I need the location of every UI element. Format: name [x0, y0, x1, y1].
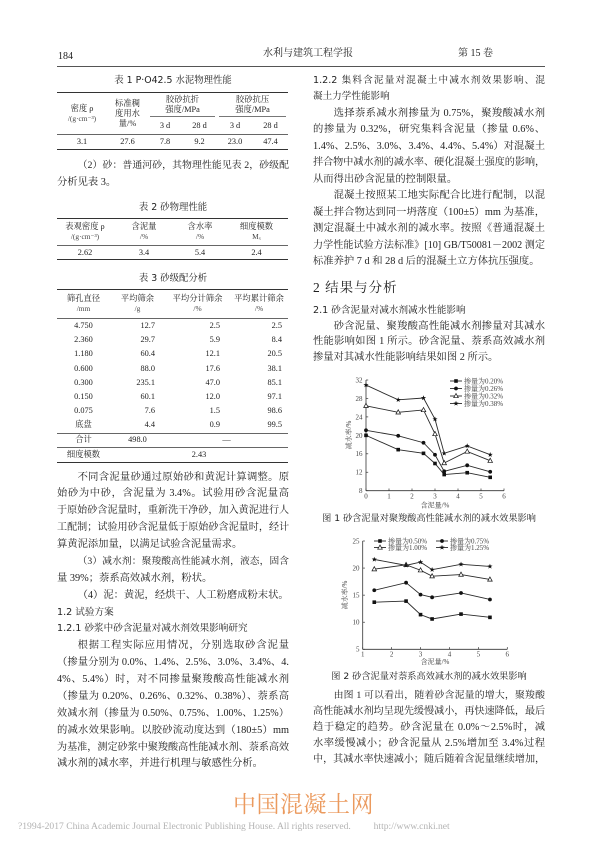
- y-tick-label: 10: [352, 618, 360, 627]
- header-label: 平均筛余: [120, 294, 155, 303]
- data-point: [459, 591, 463, 595]
- header-density: [57, 93, 107, 135]
- data-point: [442, 451, 447, 456]
- data-point: [372, 557, 377, 562]
- legend-marker: [454, 379, 458, 383]
- legend-label: 掺量为0.20%: [464, 377, 504, 386]
- data-point: [430, 567, 435, 572]
- text-line: 的掺量为 0.32%，研究集料含泥量（掺量 0.6%、: [313, 124, 545, 136]
- data-point: [458, 562, 463, 567]
- table-row: [57, 376, 288, 390]
- total-row: [57, 433, 288, 447]
- data-point: [488, 470, 492, 474]
- legend-label: 掺量为0.75%: [450, 537, 490, 546]
- y-tick-label: 24: [355, 413, 363, 422]
- text-line: 算黄泥添加量，以满足试验含泥量需求。: [57, 539, 243, 551]
- table-row: [57, 362, 288, 376]
- text-line: 于原始砂含泥量时，重新洗干净砂，加入黄泥进行人: [57, 505, 290, 517]
- data-point: [364, 428, 368, 432]
- x-tick-label: 3: [433, 492, 437, 501]
- table-cell: 4.750: [57, 319, 110, 334]
- x-tick-label: 2: [410, 492, 414, 501]
- table-1-caption: 表 1 P·O42.5 水泥物理性能: [114, 74, 232, 86]
- table-2-caption: 表 2 砂物理性能: [138, 201, 208, 213]
- legend-label: 掺量为0.38%: [464, 399, 504, 408]
- text-line: 趋于稳定的趋势。砂含泥量在 0.0%～2.5%时，减: [313, 722, 545, 733]
- x-tick-label: 6: [502, 492, 506, 501]
- header-unit: /g: [134, 304, 141, 313]
- y-tick-label: 5: [356, 645, 360, 654]
- data-point: [364, 434, 368, 438]
- header-compressive-line-1: 胶砂抗压: [235, 95, 270, 104]
- table-cell: 27.6: [107, 135, 148, 150]
- data-point: [465, 449, 470, 453]
- x-tick-label: 5: [479, 492, 483, 501]
- header-flexural-line-1: 胶砂抗折: [165, 95, 200, 104]
- data-point: [433, 431, 438, 435]
- table-cell: 0.150: [74, 392, 93, 402]
- table-cell: 98.6: [267, 406, 282, 416]
- text-line: 性能影响如图 1 所示。砂含泥量、萘系高效减水剂: [313, 336, 545, 348]
- total-label: 合计: [57, 433, 110, 447]
- table-cell: 60.4: [140, 349, 155, 359]
- data-point: [459, 572, 464, 576]
- y-tick-label: 20: [355, 431, 363, 440]
- table-row: [57, 390, 288, 404]
- y-axis-label: 减水率/%: [341, 580, 349, 610]
- header-label: 含泥量: [131, 222, 157, 231]
- journal-title: 水利与建筑工程学报: [263, 48, 353, 59]
- figure-1-chart: [330, 370, 530, 515]
- header-flexural-line-2: 强度/MPa: [165, 105, 200, 114]
- series-line: [374, 601, 490, 619]
- legend-marker: [378, 539, 382, 543]
- data-point: [430, 617, 434, 621]
- data-point: [404, 581, 408, 585]
- series-line: [366, 406, 490, 463]
- text-line: 为基准，测定砂浆中聚羧酸高性能减水剂、萘系高效: [57, 741, 290, 753]
- table-cell: 47.0: [205, 377, 220, 387]
- text-line: 由图 1 可以看出，随着砂含泥量的增大，聚羧酸: [333, 690, 545, 701]
- data-point: [421, 395, 426, 400]
- data-point: [433, 453, 437, 457]
- text-line: 始砂为中砂，含泥量为 3.4%。试验用砂含泥量高: [57, 488, 289, 500]
- text-line: 4%、5.4%）时，对不同掺量聚羧酸高性能减水剂: [57, 674, 289, 686]
- table-cell: 29.7: [140, 335, 155, 345]
- table-row: [57, 135, 288, 150]
- copyright-text: ?1994-2017 China Academic Journal Electronic Publishing House. All rights reserved.: [18, 821, 351, 832]
- figure-2-chart: [330, 532, 530, 667]
- text-line: 水率缓慢减小；砂含泥量从 2.5%增加至 3.4%过程: [313, 738, 545, 749]
- text-line: 减水剂的减水率，并进行机理与敏感性分析。: [57, 758, 263, 770]
- table-cell: 7.6: [144, 406, 155, 416]
- table-cell: 0.9: [209, 420, 220, 430]
- header-compressive-line-2: 强度/MPa: [235, 105, 270, 114]
- header-label: 筛孔直径: [66, 294, 101, 303]
- data-point: [421, 407, 426, 411]
- legend-label: 掺量为0.32%: [464, 392, 504, 401]
- text-line: 分析见表 3。: [57, 176, 117, 188]
- table-cell: 9.2: [182, 135, 217, 150]
- series-line: [366, 430, 490, 472]
- text-line: 拌合物中减水剂的减水率、硬化混凝土强度的影响，: [313, 157, 546, 169]
- table-3: [57, 289, 288, 463]
- legend-marker: [439, 545, 444, 550]
- header-avg-retained: [110, 290, 165, 319]
- data-point: [372, 588, 376, 592]
- data-point: [419, 613, 423, 617]
- header-rule: [57, 66, 545, 67]
- sand-paragraph: [57, 157, 289, 191]
- header-flexural-strength: [148, 93, 217, 118]
- data-point: [465, 463, 469, 467]
- y-tick-label: 25: [352, 537, 360, 546]
- header-water-line-3: 量/%: [118, 118, 137, 128]
- legend-label: 掺量为1.25%: [450, 543, 490, 552]
- x-tick-label: 4: [456, 492, 460, 501]
- header-unit: Mₓ: [252, 232, 261, 241]
- legend-marker: [440, 539, 444, 543]
- table-3-caption: 表 3 砂级配分析: [138, 272, 208, 284]
- x-tick-label: 2: [389, 650, 394, 659]
- page-number: 184: [58, 51, 73, 62]
- header-unit: /%: [195, 232, 205, 241]
- table-cell: 47.4: [253, 135, 288, 150]
- text-line: 根据工程实际应用情况，分别选取砂含泥量: [77, 640, 289, 652]
- y-tick-label: 15: [352, 591, 360, 600]
- text-line: 掺量对其减水性能影响结果如图 2 所示。: [313, 351, 499, 363]
- legend-label: 掺量为0.50%: [388, 537, 428, 546]
- table-cell: 20.5: [267, 349, 282, 359]
- table-cell: 8.4: [271, 335, 282, 345]
- section-heading-1-2-2: 1.2.2 集料含泥量对混凝土中减水剂效果影响、混: [313, 74, 545, 86]
- table-cell: 88.0: [140, 363, 155, 373]
- series-line: [366, 435, 490, 477]
- legend-label: 掺量为1.00%: [388, 543, 428, 552]
- table-cell: 7.8: [148, 135, 182, 150]
- table-cell: 5.4: [175, 246, 225, 260]
- header-density-unit: /(g·cm⁻³): [67, 113, 97, 123]
- results-text: [313, 303, 545, 365]
- data-point: [488, 598, 492, 602]
- table-row: [57, 404, 288, 418]
- total-percent: —: [165, 433, 288, 447]
- discussion-text: [313, 688, 545, 768]
- fineness-label: 细度模数: [57, 447, 110, 462]
- x-tick-label: 5: [476, 650, 481, 659]
- fineness-value: 2.43: [110, 447, 288, 462]
- y-tick-label: 16: [355, 450, 363, 459]
- legend-item: [450, 399, 503, 408]
- data-point: [372, 600, 376, 604]
- table-cell: 1.5: [209, 406, 220, 416]
- text-line: 力学性能试验方法标准》[10] GB/T50081－2002 测定: [313, 239, 545, 251]
- data-series: [364, 403, 493, 464]
- table-cell: 60.1: [140, 392, 155, 402]
- left-body-text: [57, 470, 289, 774]
- table-cell: 0.300: [74, 377, 93, 387]
- header-age: 28 d: [263, 120, 278, 130]
- data-point: [419, 593, 423, 597]
- text-line: （3）减水剂：聚羧酸高性能减水剂，液态，固含: [77, 555, 289, 567]
- header-unit: /mm: [76, 304, 91, 313]
- data-point: [404, 599, 408, 603]
- header-sieve-size: [57, 290, 110, 319]
- text-line: 混凝土按照某工地实际配合比进行配制，以混: [333, 190, 545, 202]
- table-row: [57, 246, 288, 260]
- data-point: [488, 452, 493, 457]
- section-heading-1-2: 1.2 试验方案: [57, 606, 114, 618]
- table-cell: 0.600: [74, 363, 93, 373]
- figure-1-caption: 图 1 砂含泥量对聚羧酸高性能减水剂的减水效果影响: [322, 513, 536, 524]
- fineness-row: [57, 447, 288, 462]
- x-tick-label: 3: [418, 650, 423, 659]
- data-point: [422, 441, 426, 445]
- x-tick-label: 4: [447, 650, 452, 659]
- header-label: 含水率: [187, 222, 213, 231]
- header-age: 28 d: [192, 120, 207, 130]
- text-line: 效减水剂（掺量为 0.50%、0.75%、1.00%、1.25%）: [57, 707, 289, 719]
- text-line: （掺量为 0.20%、0.26%、0.32%、0.38%）、萘系高: [57, 690, 289, 702]
- header-avg-cumulative-retained: [230, 290, 288, 319]
- text-line: 中，其减水率快速减小；随后随着含泥量继续增加，: [313, 754, 546, 765]
- legend-label: 掺量为0.26%: [464, 384, 504, 393]
- table-cell: 85.1: [267, 377, 282, 387]
- table-cell: 12.7: [110, 319, 165, 334]
- x-tick-label: 6: [505, 650, 510, 659]
- data-point: [442, 473, 446, 477]
- y-tick-label: 12: [355, 468, 363, 477]
- table-cell: 3.4: [113, 246, 175, 260]
- total-mass: 498.0: [110, 433, 165, 447]
- text-line: 不同含泥量砂通过原始砂和黄泥计算调整。原: [77, 471, 289, 483]
- header-water-line-1: 标准稠: [115, 98, 140, 108]
- watermark-logo-text: 中国混凝土网: [233, 792, 374, 818]
- right-body-text: [313, 73, 545, 271]
- x-tick-label: 0: [364, 492, 368, 501]
- table-row: [57, 418, 288, 433]
- data-point: [465, 471, 469, 475]
- header-unit: /(g·cm⁻³): [70, 232, 100, 241]
- data-point: [364, 403, 369, 407]
- header-unit: /%: [254, 304, 264, 313]
- table-cell: 4.4: [144, 420, 155, 430]
- data-point: [487, 564, 492, 569]
- table-row: [57, 347, 288, 361]
- copyright-notice: [18, 821, 450, 833]
- text-line: 高性能减水剂均呈现先缓慢减小，再快速降低，最后: [313, 706, 546, 717]
- table-cell: 5.9: [209, 335, 220, 345]
- text-line: 选择萘系减水剂掺量为 0.75%，聚羧酸减水剂: [333, 107, 545, 119]
- header-water-content: [175, 219, 225, 246]
- x-axis-label: 含泥量/%: [420, 657, 450, 666]
- table-cell: 12.0: [205, 392, 220, 402]
- text-line: 凝土拌合物达到同一坍落度（100±5）mm 为基准，: [313, 206, 545, 218]
- table-cell: 38.1: [267, 363, 282, 373]
- header-apparent-density: [57, 219, 113, 246]
- data-point: [465, 443, 470, 448]
- data-point: [422, 452, 426, 456]
- y-axis-label: 减水率/%: [345, 420, 353, 450]
- table-cell: 99.5: [267, 420, 282, 430]
- data-point: [442, 469, 446, 473]
- header-fineness-modulus: [225, 219, 288, 246]
- y-tick-label: 8: [359, 487, 363, 496]
- table-cell: 2.5: [230, 319, 288, 334]
- header-label: 细度模数: [239, 222, 274, 231]
- x-axis-label: 含泥量/%: [420, 501, 450, 510]
- table-row: [57, 319, 288, 334]
- text-line: （4）泥：黄泥，经烘干、人工粉磨成粉末状。: [77, 589, 289, 601]
- table-cell: 97.1: [267, 392, 282, 402]
- table-cell: 1.180: [74, 349, 93, 359]
- data-point: [430, 595, 434, 599]
- data-series: [372, 557, 493, 572]
- text-line: （2）砂：普通河砂，其物理性能见表 2，砂级配: [77, 159, 289, 171]
- volume-label: 第 15 卷: [458, 48, 493, 59]
- header-compressive-strength: [217, 93, 288, 118]
- data-series: [372, 599, 491, 620]
- data-point: [396, 434, 400, 438]
- figure-2-caption: 图 2 砂含泥量对萘系高效减水剂的减水效果影响: [331, 671, 527, 682]
- table-cell: 0.075: [74, 406, 93, 416]
- section-heading-2-1: 2.1 砂含泥量对减水剂减水性能影响: [313, 305, 466, 317]
- data-series: [372, 581, 491, 602]
- x-tick-label: 1: [360, 650, 365, 659]
- table-cell: 2.5: [165, 319, 230, 334]
- y-tick-label: 28: [355, 394, 363, 403]
- text-line: （掺量分别为 0.0%、1.4%、2.5%、3.0%、3.4%、4.: [57, 657, 289, 669]
- legend-marker: [454, 387, 458, 391]
- text-line: 1.4%、2.5%、3.0%、3.4%、4.4%、5.4%）对混凝土: [313, 140, 545, 152]
- table-1: [57, 92, 288, 150]
- header-unit: /%: [193, 304, 202, 313]
- text-line: 标准养护 7 d 和 28 d 后的混凝土立方体抗压强度。: [313, 256, 540, 268]
- header-mud-content: [113, 219, 175, 246]
- section-heading-1-2-1: 1.2.1 砂浆中砂含泥量对减水剂效果影响研究: [57, 623, 248, 635]
- section-heading-1-2-2-cont: 凝土力学性能影响: [313, 91, 390, 103]
- data-point: [396, 448, 400, 452]
- table-cell: 235.1: [136, 377, 155, 387]
- table-cell: 底盘: [75, 420, 92, 430]
- legend-item: [436, 543, 489, 552]
- data-series: [364, 428, 492, 473]
- data-point: [488, 616, 492, 620]
- data-point: [433, 462, 437, 466]
- header-age: 3 d: [159, 120, 171, 130]
- table-cell: 17.6: [205, 363, 220, 373]
- text-line: 工配制；试验用砂含泥量低于原始砂含泥量时，经计: [57, 522, 290, 534]
- legend-marker: [453, 401, 458, 406]
- table-cell: 2.62: [57, 246, 113, 260]
- text-line: 测定混凝土中减水剂的减水率。按照《普通混凝土: [313, 223, 545, 235]
- table-cell: 2.360: [74, 335, 93, 345]
- text-line: 的减水效果影响。以胶砂流动度达到（180±5）mm: [57, 724, 289, 736]
- data-point: [396, 397, 401, 402]
- cnki-url: http://www.cnki.net: [373, 821, 450, 832]
- section-heading-2: 2 结果与分析: [313, 280, 398, 295]
- header-density-label: 密度 ρ: [70, 103, 94, 113]
- header-label: 平均累计筛余: [234, 294, 284, 303]
- y-tick-label: 32: [355, 376, 363, 385]
- table-cell: 12.1: [205, 349, 220, 359]
- text-line: 从而得出砂含泥量的控制限量。: [313, 173, 458, 185]
- header-unit: /%: [139, 232, 149, 241]
- header-label: 平均分计筛余: [172, 294, 223, 303]
- table-row: [57, 333, 288, 347]
- header-avg-partial-retained: [165, 290, 230, 319]
- table-cell: 2.4: [225, 246, 288, 260]
- y-tick-label: 20: [352, 564, 360, 573]
- data-series: [364, 434, 492, 480]
- data-point: [488, 476, 492, 480]
- header-water-demand: [107, 93, 148, 135]
- table-cell: 23.0: [217, 135, 253, 150]
- table-2: [57, 218, 288, 260]
- data-point: [459, 612, 463, 616]
- text-line: 砂含泥量、聚羧酸高性能减水剂掺量对其减水: [333, 320, 545, 332]
- axes: [340, 537, 510, 665]
- header-age: 3 d: [229, 120, 241, 130]
- header-label: 表观密度 ρ: [65, 222, 105, 231]
- legend-item: [374, 543, 427, 552]
- x-tick-label: 1: [387, 492, 391, 501]
- table-cell: 3.1: [57, 135, 107, 150]
- header-water-line-2: 度用水: [115, 108, 140, 118]
- text-line: 量 39%；萘系高效减水剂，粉状。: [57, 572, 213, 584]
